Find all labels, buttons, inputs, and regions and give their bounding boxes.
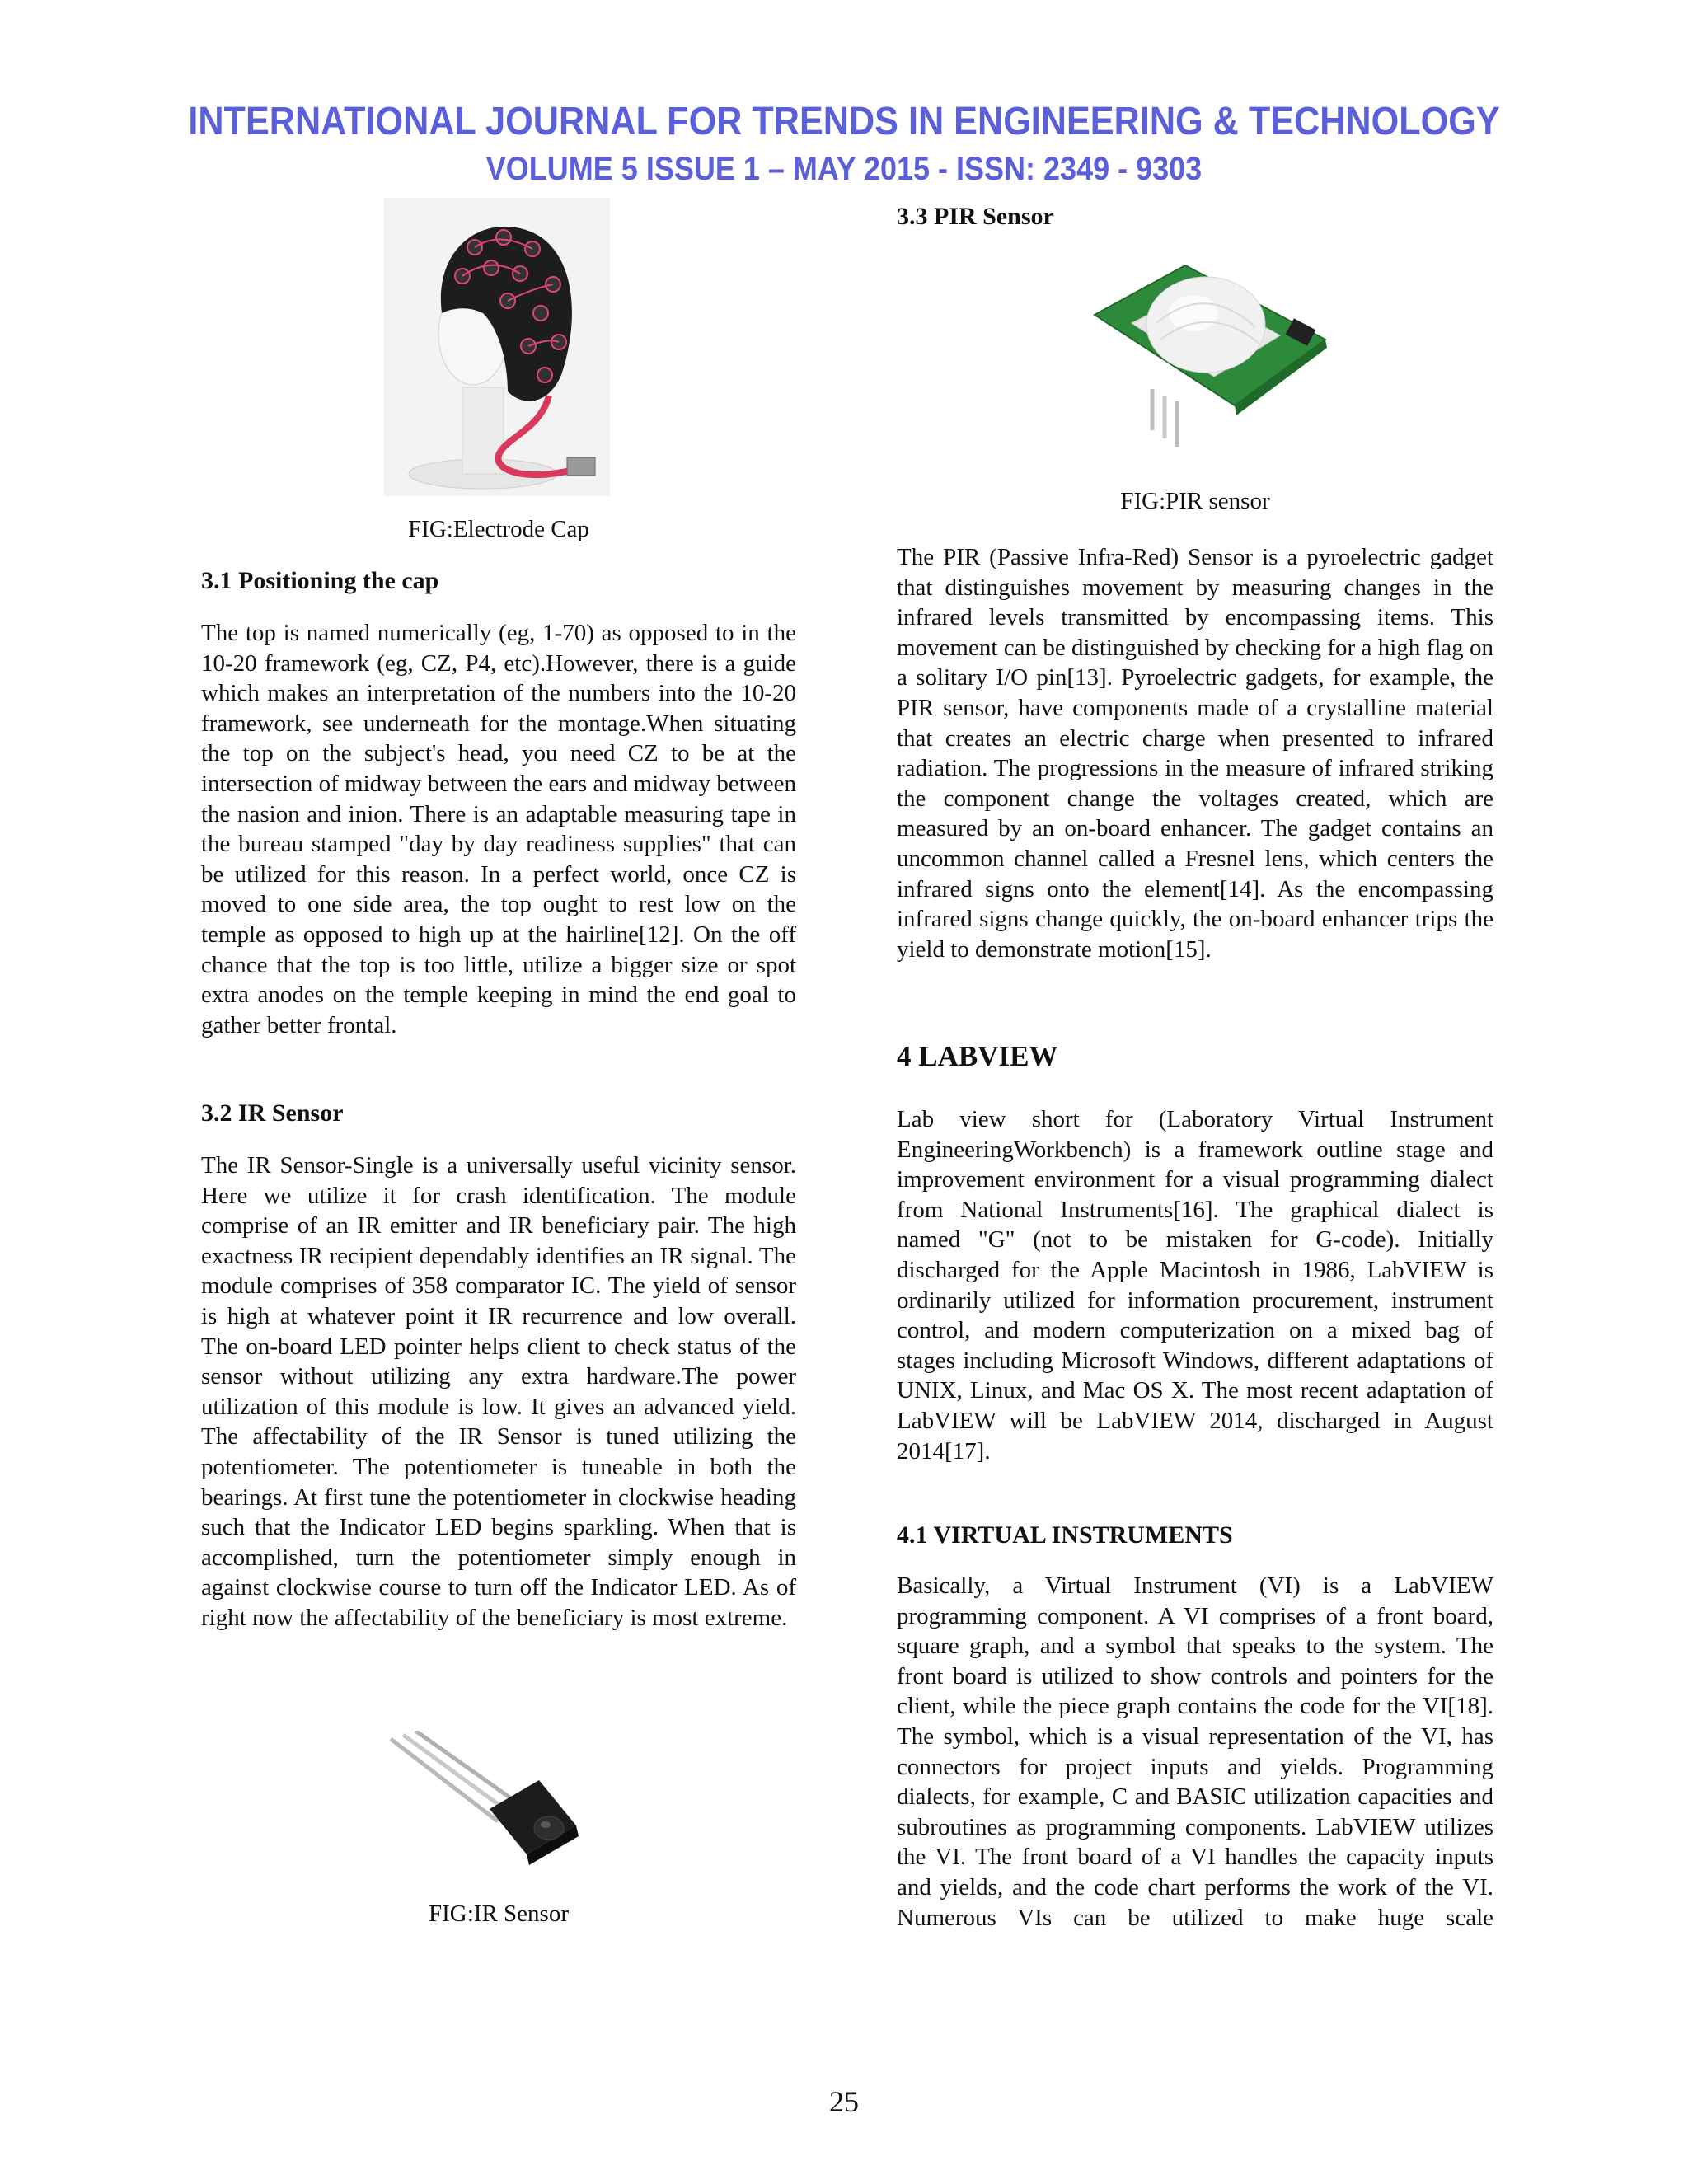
pir-sensor-image bbox=[1062, 265, 1334, 460]
section-3-3-title: 3.3 PIR Sensor bbox=[897, 203, 1054, 230]
pir-sensor-figure bbox=[1062, 265, 1334, 460]
section-4-1-body: Basically, a Virtual Instrument (VI) is a LabVIEW programming component. A VI comprises of a front board, square graph, and a symbol that speaks to the system. The front board is utilized to show controls and pointers for the client, while the piece graph contains the code for the VI[18]. The symbol, which is a visual representation of the VI, has connectors for project inputs and yields. Programming dialects, for example, C and BASIC utilization capacities and subroutines as programming components. LabVIEW utilizes the VI. The front board of a VI handles the capacity inputs and yields, and the code chart performs the work of the VI. Numerous VIs can be utilized to make huge scale bbox=[897, 1572, 1493, 1931]
section-3-2-body: The IR Sensor-Single is a universally useful vicinity sensor. Here we utilize it for crash identification. The module comprise of an IR emitter and IR beneficiary pair. The high exactness IR recipient dependably identifies an IR signal. The module comprises of 358 comparator IC. The yield of sensor is high at whatever point it IR recurrence and low overall. The on-board LED pointer helps client to check status of the sensor without utilizing any extra hardware.The power utilization of this module is low. It gives an advanced yield. The affectability of the IR Sensor is tuned utilizing the potentiometer. The potentiometer is tuneable in both the bearings. At first tune the potentiometer in clockwise heading such that the Indicator LED begins sparkling. When that is accomplished, turn the potentiometer simply enough in against clockwise course to turn off the Indicator LED. As of right now the affectability of the beneficiary is most extreme. bbox=[201, 1152, 796, 1631]
electrode-cap-image bbox=[384, 198, 610, 496]
ir-sensor-image bbox=[374, 1731, 621, 1871]
section-3-2-title: 3.2 IR Sensor bbox=[201, 1099, 344, 1127]
electrode-cap-caption: FIG:Electrode Cap bbox=[408, 516, 589, 542]
journal-title: INTERNATIONAL JOURNAL FOR TRENDS IN ENGINEERING & TECHNOLOGY bbox=[188, 100, 1500, 143]
journal-header bbox=[84, 97, 1603, 191]
section-4-1-title: 4.1 VIRTUAL INSTRUMENTS bbox=[897, 1521, 1233, 1549]
pir-sensor-caption: FIG:PIR sensor bbox=[1120, 488, 1270, 514]
journal-volume-issn: VOLUME 5 ISSUE 1 – MAY 2015 - ISSN: 2349 - 9303 bbox=[485, 151, 1203, 187]
section-3-1-title: 3.1 Positioning the cap bbox=[201, 567, 439, 594]
ir-sensor-caption: FIG:IR Sensor bbox=[429, 1900, 569, 1927]
page-number: 25 bbox=[829, 2085, 859, 2118]
section-3-3-body: The PIR (Passive Infra-Red) Sensor is a pyroelectric gadget that distinguishes movement by measuring changes in the infrared levels transmitted by encompassing items. This movement can be distinguished by checking for a high flag on a solitary I/O pin[13]. Pyroelectric gadgets, for example, the PIR sensor, have components made of a crystalline material that creates an electric charge when presented to infrared radiation. The progressions in the measure of infrared striking the component change the voltages created, which are measured by an on-board enhancer. The gadget contains an uncommon channel called a Fresnel lens, which centers the infrared signs onto the element[14]. As the encompassing infrared signs change quickly, the on-board enhancer trips the yield to demonstrate motion[15]. bbox=[897, 544, 1493, 963]
section-4-title: 4 LABVIEW bbox=[897, 1040, 1058, 1072]
ir-sensor-figure bbox=[374, 1731, 621, 1871]
section-3-1-body: The top is named numerically (eg, 1-70) as opposed to in the 10-20 framework (eg, CZ, P4, etc).However, there is a guide which makes an interpretation of the numbers into the 10-20 framework, see underneath for the montage.When situating the top on the subject's head, you need CZ to be at the intersection of midway between the ears and midway between the nasion and inion. There is an adaptable measuring tape in the bureau stamped "day by day readiness supplies" that can be utilized for this reason. In a perfect world, once CZ is moved to one side area, the top ought to rest low on the temple as opposed to high up at the hairline[12]. On the off chance that the top is too little, utilize a bigger size or spot extra anodes on the temple keeping in mind the end goal to gather better frontal. bbox=[201, 620, 796, 1038]
electrode-cap-figure bbox=[384, 198, 610, 496]
section-4-body: Lab view short for (Laboratory Virtual Instrument EngineeringWorkbench) is a framework outline stage and improvement environment for a visual programming dialect from National Instruments[16]. The graphical dialect is named "G" (not to be mistaken for G-code). Initially discharged for the Apple Macintosh in 1986, LabVIEW is ordinarily utilized for information procurement, instrument control, and modern computerization on a mixed bag of stages including Microsoft Windows, different adaptations of UNIX, Linux, and Mac OS X. The most recent adaptation of LabVIEW will be LabVIEW 2014, discharged in August 2014[17]. bbox=[897, 1106, 1493, 1465]
